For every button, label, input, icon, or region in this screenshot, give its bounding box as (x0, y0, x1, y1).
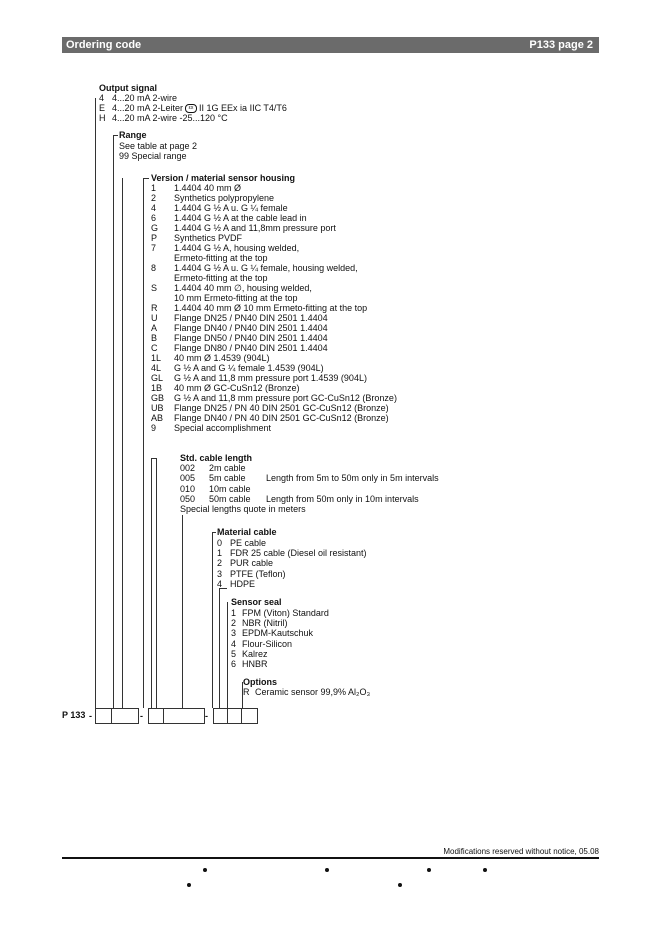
row-text: 4...20 mA 2-wire -25...120 °C (112, 113, 228, 123)
row-text: Ceramic sensor 99,9% Al₂O₃ (255, 687, 371, 697)
list-row (151, 183, 242, 193)
row-code: 3 (217, 568, 223, 579)
list-row (151, 193, 275, 203)
connector-tick (113, 135, 118, 136)
row-code: G (151, 223, 159, 233)
connector-line (212, 532, 213, 708)
range-line: See table at page 2 (119, 141, 198, 151)
list-row (217, 558, 274, 569)
row-code: GB (151, 393, 165, 403)
list-row (231, 618, 288, 629)
list-row (231, 659, 268, 669)
header-bar (62, 37, 599, 53)
row-text: G ½ A and 11,8 mm pressure port GC-CuSn12 (Bronze) (174, 393, 397, 403)
row-text: EPDM-Kautschuk (242, 628, 314, 639)
connector-tick (219, 588, 227, 589)
row-text: 1.4404 G ½ A at the cable lead in (174, 213, 307, 223)
connector-tick (143, 178, 149, 179)
code-box-options[interactable] (241, 708, 258, 724)
row-code: P (151, 233, 158, 243)
footer-note: Modifications reserved without notice, 05.08 (443, 847, 599, 856)
row-code: U (151, 313, 158, 323)
list-row (151, 283, 312, 293)
list-row (151, 413, 389, 423)
row-code: 4 (231, 638, 237, 649)
row-text-b: II 1G EEx ia IIC T4/T6 (199, 103, 287, 113)
list-row (151, 363, 324, 373)
row-code: 2 (231, 618, 237, 629)
connector-line (182, 515, 183, 708)
list-row (151, 223, 336, 233)
list-row (151, 343, 328, 353)
ex-atex-icon: εx (185, 104, 197, 113)
connector-line (156, 458, 157, 708)
code-dash: - (205, 711, 208, 721)
row-code: 010 (180, 483, 196, 494)
list-row (231, 638, 293, 649)
row-text: Flour-Silicon (242, 638, 293, 649)
code-box-cable-length[interactable] (163, 708, 205, 724)
row-text: 1.4404 G ½ A, housing welded, (174, 243, 300, 253)
connector-line (151, 458, 152, 708)
output-row (99, 93, 178, 103)
list-row (231, 648, 268, 659)
code-prefix: P 133 (62, 710, 86, 720)
row-text: G ½ A and G ¼ female 1.4539 (904L) (174, 363, 324, 373)
cable-length-title: Std. cable length (180, 453, 253, 463)
row-code: R (243, 687, 250, 697)
list-row (151, 233, 243, 243)
row-text: 50m cable (209, 493, 251, 504)
row-text: Ermeto-fitting at the top (174, 253, 268, 263)
list-row (231, 608, 329, 618)
row-code: A (151, 323, 158, 333)
row-code: 050 (180, 493, 196, 504)
connector-tick (151, 458, 156, 459)
list-row (151, 203, 288, 213)
row-text (112, 103, 287, 113)
output-signal-title: Output signal (99, 83, 157, 93)
row-text: 10 mm Ermeto-fitting at the top (174, 293, 298, 303)
list-row (217, 548, 367, 559)
list-row (151, 213, 307, 223)
list-row (151, 423, 272, 433)
row-text: 1.4404 40 mm Ø (174, 183, 242, 193)
row-text: Flange DN25 / PN 40 DIN 2501 GC-CuSn12 (Bronze) (174, 403, 389, 413)
list-row (180, 473, 439, 484)
row-text: 1.4404 G ½ A and 11,8mm pressure port (174, 223, 336, 233)
row-code: R (151, 303, 158, 313)
list-row (180, 483, 251, 494)
row-text: 1.4404 G ½ A u. G ¼ female (174, 203, 288, 213)
connector-line (227, 602, 228, 708)
code-dash: - (140, 711, 143, 721)
row-code: GL (151, 373, 164, 383)
row-text: PUR cable (230, 558, 274, 569)
bullet-dot (325, 868, 329, 872)
list-row (151, 333, 328, 343)
row-text: 10m cable (209, 483, 251, 494)
connector-line (143, 178, 144, 708)
row-code: 0 (217, 538, 223, 548)
row-code: AB (151, 413, 164, 423)
row-text: PE cable (230, 538, 267, 548)
code-box-range[interactable] (111, 708, 139, 724)
version-title: Version / material sensor housing (151, 173, 296, 183)
row-note: Length from 50m only in 10m intervals (266, 493, 419, 504)
list-row (151, 313, 328, 323)
list-row (151, 243, 300, 253)
row-text: PTFE (Teflon) (230, 568, 286, 579)
row-text: FDR 25 cable (Diesel oil resistant) (230, 548, 367, 559)
connector-line (242, 682, 243, 708)
row-text: HNBR (242, 659, 268, 669)
row-code: 4L (151, 363, 162, 373)
row-text: 1.4404 40 mm Ø 10 mm Ermeto-fitting at the top (174, 303, 368, 313)
row-text: Kalrez (242, 648, 268, 659)
row-text-a: 4...20 mA 2-Leiter (112, 103, 184, 113)
row-code: 9 (151, 423, 157, 433)
options-title: Options (243, 677, 277, 687)
row-text: Flange DN50 / PN40 DIN 2501 1.4404 (174, 333, 328, 343)
range-line: 99 Special range (119, 151, 187, 161)
list-row (151, 303, 368, 313)
row-code: 8 (151, 263, 157, 273)
row-note: Length from 5m to 50m only in 5m intervals (266, 473, 439, 484)
row-code: 3 (231, 628, 237, 639)
output-row (99, 113, 228, 123)
row-code: 7 (151, 243, 157, 253)
row-text: Flange DN25 / PN40 DIN 2501 1.4404 (174, 313, 328, 323)
row-text: Flange DN40 / PN 40 DIN 2501 GC-CuSn12 (Bronze) (174, 413, 389, 423)
row-code: E (99, 103, 106, 113)
row-code: 1 (151, 183, 157, 193)
row-text: 5m cable (209, 473, 246, 484)
list-row (151, 263, 358, 273)
row-code: 1 (217, 548, 223, 559)
row-code: 1 (231, 608, 237, 618)
row-code: 6 (151, 213, 157, 223)
connector-line (122, 178, 123, 708)
connector-line (95, 98, 96, 708)
list-row (151, 323, 328, 333)
row-code: H (99, 113, 106, 123)
row-code: 6 (231, 659, 237, 669)
row-text: HDPE (230, 578, 256, 589)
row-code: S (151, 283, 158, 293)
range-title: Range (119, 130, 147, 140)
list-row (151, 373, 367, 383)
list-row (231, 628, 314, 639)
row-text: 1.4404 G ½ A u. G ¼ female, housing welded, (174, 263, 358, 273)
row-code: 4 (151, 203, 157, 213)
list-row (180, 493, 419, 504)
row-code: 005 (180, 473, 196, 484)
cable-length-footer: Special lengths quote in meters (180, 504, 306, 514)
row-code: B (151, 333, 158, 343)
row-text: FPM (Viton) Standard (242, 608, 329, 618)
list-row (151, 403, 389, 413)
row-code: 2 (217, 558, 223, 569)
sensor-seal-title: Sensor seal (231, 597, 282, 607)
row-code: 4 (99, 93, 105, 103)
bullet-dot (483, 868, 487, 872)
bullet-dot (203, 868, 207, 872)
row-text: Special accomplishment (174, 423, 272, 433)
list-row (151, 383, 300, 393)
row-text: Synthetics polypropylene (174, 193, 275, 203)
list-row (217, 568, 286, 579)
connector-line (113, 135, 114, 708)
list-row (180, 463, 246, 473)
row-text: Ermeto-fitting at the top (174, 273, 268, 283)
row-text: 1.4404 40 mm ∅, housing welded, (174, 283, 312, 293)
options-row (243, 687, 371, 697)
row-code: 5 (231, 648, 237, 659)
row-code: 1B (151, 383, 163, 393)
row-code: C (151, 343, 158, 353)
row-code: 4 (217, 578, 223, 589)
row-text: 2m cable (209, 463, 246, 473)
row-code: UB (151, 403, 164, 413)
row-text: Flange DN80 / PN40 DIN 2501 1.4404 (174, 343, 328, 353)
connector-line (219, 588, 220, 708)
row-text: 40 mm Ø 1.4539 (904L) (174, 353, 270, 363)
row-text: G ½ A and 11,8 mm pressure port 1.4539 (904L) (174, 373, 367, 383)
bullet-dot (187, 883, 191, 887)
row-text: 40 mm Ø GC-CuSn12 (Bronze) (174, 383, 300, 393)
bullet-dot (427, 868, 431, 872)
row-code: 1L (151, 353, 162, 363)
list-row (217, 538, 267, 548)
list-row (151, 393, 397, 403)
material-cable-title: Material cable (217, 527, 277, 537)
page-number: P133 page 2 (529, 39, 593, 51)
row-text: Flange DN40 / PN40 DIN 2501 1.4404 (174, 323, 328, 333)
connector-tick (212, 532, 216, 533)
footer-rule (62, 857, 599, 859)
output-row (99, 103, 287, 113)
row-code: 2 (151, 193, 157, 203)
list-row (151, 353, 270, 363)
row-code: 002 (180, 463, 196, 473)
row-text: NBR (Nitril) (242, 618, 288, 629)
bullet-dot (398, 883, 402, 887)
code-dash: - (89, 711, 92, 721)
row-text: 4...20 mA 2-wire (112, 93, 178, 103)
page-title: Ordering code (66, 39, 142, 51)
row-text: Synthetics PVDF (174, 233, 243, 243)
